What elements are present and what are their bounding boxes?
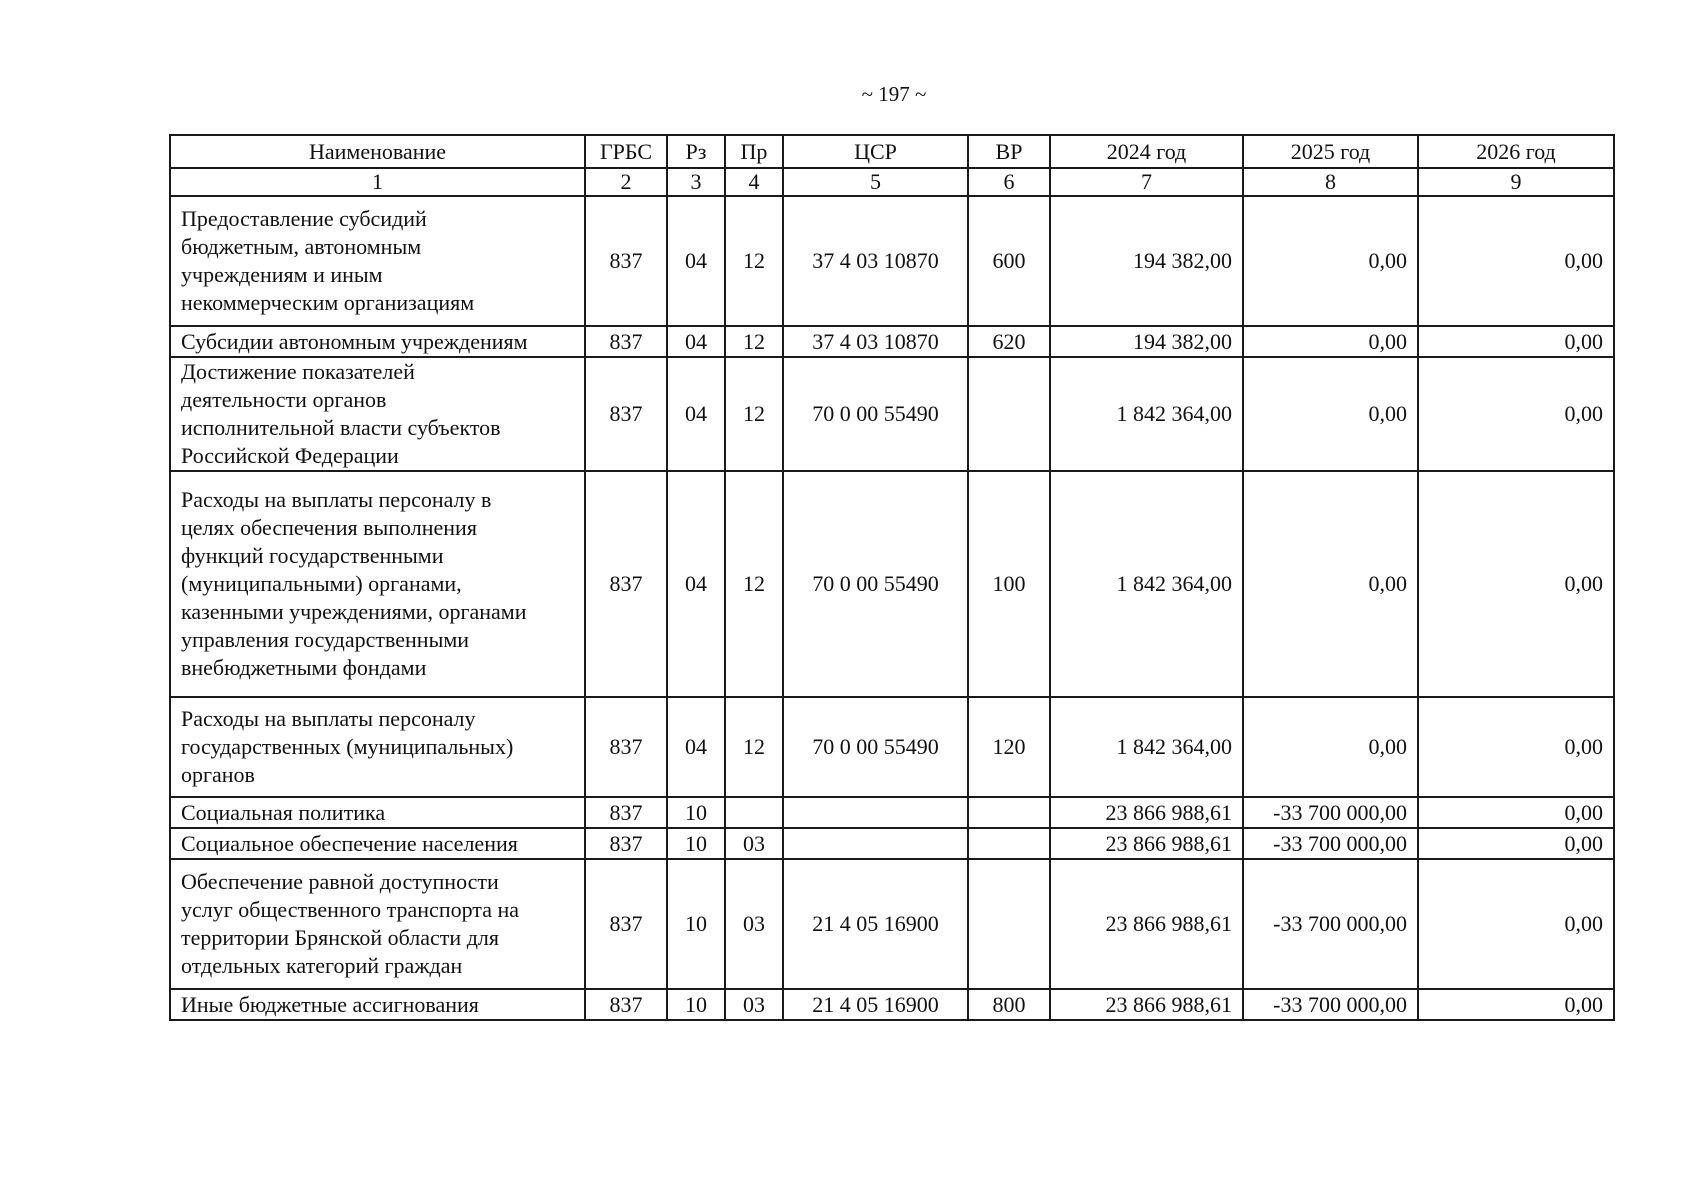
cell-vr: [968, 797, 1050, 828]
cell-grbs: 837: [585, 828, 667, 859]
cell-2026: 0,00: [1418, 357, 1614, 471]
cell-name: [170, 797, 585, 828]
cell-2025: -33 700 000,00: [1243, 828, 1418, 859]
cell-pr: 12: [725, 697, 783, 797]
cell-name-text: Расходы на выплаты персоналу в целях обеспечения выполнения функций государственными (муниципальными) органами, казенными учреждениями, органами управления государственными внебюджетными фондами: [181, 487, 527, 680]
cell-2024: 23 866 988,61: [1050, 989, 1243, 1020]
cell-pr: 03: [725, 989, 783, 1020]
cell-2025: -33 700 000,00: [1243, 859, 1418, 989]
cell-vr: 800: [968, 989, 1050, 1020]
cell-2024: 23 866 988,61: [1050, 828, 1243, 859]
cell-rz: 10: [667, 828, 725, 859]
header-row: [170, 135, 1614, 168]
cell-grbs: 837: [585, 471, 667, 697]
cell-vr: [968, 828, 1050, 859]
cell-grbs: 837: [585, 797, 667, 828]
cell-grbs: 837: [585, 326, 667, 357]
cell-2025: 0,00: [1243, 326, 1418, 357]
cell-2024: 1 842 364,00: [1050, 471, 1243, 697]
cell-name: [170, 989, 585, 1020]
column-number: 3: [667, 168, 725, 196]
cell-pr: 12: [725, 326, 783, 357]
cell-2025: 0,00: [1243, 471, 1418, 697]
column-number: 2: [585, 168, 667, 196]
cell-2024: 23 866 988,61: [1050, 859, 1243, 989]
header-rz: Рз: [667, 135, 725, 168]
cell-2026: 0,00: [1418, 196, 1614, 326]
table-row: [170, 326, 1614, 357]
header-pr: Пр: [725, 135, 783, 168]
cell-2024: 23 866 988,61: [1050, 797, 1243, 828]
cell-rz: 04: [667, 697, 725, 797]
cell-vr: [968, 859, 1050, 989]
column-number-row: [170, 168, 1614, 196]
cell-vr: 120: [968, 697, 1050, 797]
cell-pr: 03: [725, 828, 783, 859]
cell-name-text: Расходы на выплаты персоналу государственных (муниципальных) органов: [181, 706, 514, 787]
header-2025: 2025 год: [1243, 135, 1418, 168]
cell-grbs: 837: [585, 697, 667, 797]
header-2024: 2024 год: [1050, 135, 1243, 168]
cell-name: [170, 357, 585, 471]
cell-rz: 10: [667, 859, 725, 989]
cell-csr: 21 4 05 16900: [783, 859, 968, 989]
cell-name-text: Социальное обеспечение населения: [181, 830, 518, 856]
table-row: [170, 828, 1614, 859]
cell-name-text: Иные бюджетные ассигнования: [181, 991, 479, 1017]
cell-name: [170, 326, 585, 357]
cell-rz: 10: [667, 797, 725, 828]
cell-2024: 194 382,00: [1050, 326, 1243, 357]
header-vr: ВР: [968, 135, 1050, 168]
table-row: [170, 471, 1614, 697]
cell-grbs: 837: [585, 357, 667, 471]
header-2026: 2026 год: [1418, 135, 1614, 168]
table-row: [170, 357, 1614, 471]
cell-2024: 1 842 364,00: [1050, 697, 1243, 797]
cell-rz: 04: [667, 196, 725, 326]
header-grbs: ГРБС: [585, 135, 667, 168]
column-number: 5: [783, 168, 968, 196]
cell-2025: -33 700 000,00: [1243, 797, 1418, 828]
cell-2025: -33 700 000,00: [1243, 989, 1418, 1020]
cell-2024: 194 382,00: [1050, 196, 1243, 326]
cell-name-text: Субсидии автономным учреждениям: [181, 328, 528, 354]
cell-grbs: 837: [585, 859, 667, 989]
cell-vr: 600: [968, 196, 1050, 326]
cell-name-text: Достижение показателей деятельности органов исполнительной власти субъектов Российской Федерации: [181, 359, 501, 468]
cell-2024: 1 842 364,00: [1050, 357, 1243, 471]
cell-2025: 0,00: [1243, 196, 1418, 326]
cell-pr: 12: [725, 196, 783, 326]
column-number: 6: [968, 168, 1050, 196]
cell-pr: [725, 797, 783, 828]
cell-2026: 0,00: [1418, 326, 1614, 357]
column-number: 4: [725, 168, 783, 196]
cell-name-text: Обеспечение равной доступности услуг общественного транспорта на территории Брянской области для отдельных категорий граждан: [181, 869, 519, 978]
table-row: [170, 196, 1614, 326]
table-row: [170, 859, 1614, 989]
column-number: 9: [1418, 168, 1614, 196]
cell-csr: 70 0 00 55490: [783, 697, 968, 797]
cell-csr: [783, 797, 968, 828]
cell-2026: 0,00: [1418, 797, 1614, 828]
column-number: 8: [1243, 168, 1418, 196]
cell-rz: 04: [667, 471, 725, 697]
cell-rz: 10: [667, 989, 725, 1020]
cell-name: [170, 196, 585, 326]
cell-name: [170, 828, 585, 859]
cell-csr: 70 0 00 55490: [783, 471, 968, 697]
budget-table: [169, 134, 1615, 1021]
cell-csr: 37 4 03 10870: [783, 326, 968, 357]
cell-2026: 0,00: [1418, 989, 1614, 1020]
header-name: Наименование: [170, 135, 585, 168]
cell-name: [170, 471, 585, 697]
header-csr: ЦСР: [783, 135, 968, 168]
table-row: [170, 797, 1614, 828]
cell-grbs: 837: [585, 196, 667, 326]
cell-vr: 620: [968, 326, 1050, 357]
cell-2026: 0,00: [1418, 828, 1614, 859]
cell-rz: 04: [667, 357, 725, 471]
cell-csr: [783, 828, 968, 859]
cell-2025: 0,00: [1243, 697, 1418, 797]
table-row: [170, 989, 1614, 1020]
cell-csr: 70 0 00 55490: [783, 357, 968, 471]
cell-pr: 12: [725, 357, 783, 471]
cell-2026: 0,00: [1418, 471, 1614, 697]
column-number: 7: [1050, 168, 1243, 196]
cell-2026: 0,00: [1418, 697, 1614, 797]
cell-2026: 0,00: [1418, 859, 1614, 989]
table-row: [170, 697, 1614, 797]
cell-csr: 21 4 05 16900: [783, 989, 968, 1020]
cell-name-text: Социальная политика: [181, 799, 386, 825]
cell-name-text: Предоставление субсидий бюджетным, автономным учреждениям и иным некоммерческим организациям: [181, 206, 475, 315]
cell-name: [170, 697, 585, 797]
cell-rz: 04: [667, 326, 725, 357]
cell-vr: [968, 357, 1050, 471]
page-number: ~ 197 ~: [861, 82, 927, 106]
cell-pr: 12: [725, 471, 783, 697]
cell-2025: 0,00: [1243, 357, 1418, 471]
cell-csr: 37 4 03 10870: [783, 196, 968, 326]
cell-vr: 100: [968, 471, 1050, 697]
column-number: 1: [170, 168, 585, 196]
cell-pr: 03: [725, 859, 783, 989]
cell-grbs: 837: [585, 989, 667, 1020]
cell-name: [170, 859, 585, 989]
